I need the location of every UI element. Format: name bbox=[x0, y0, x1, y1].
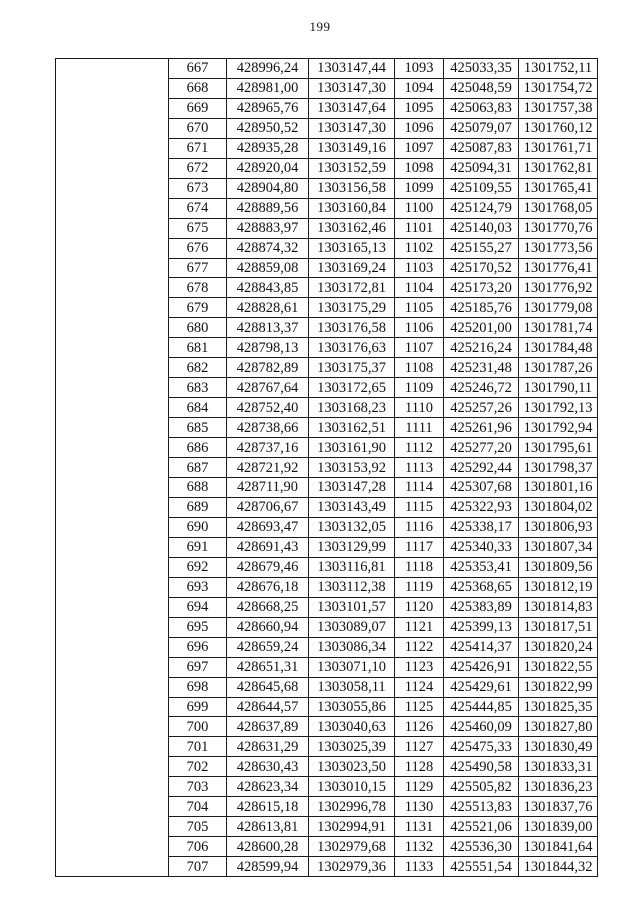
y-coordinate-left: 1303160,84 bbox=[309, 198, 395, 218]
x-coordinate-left: 428600,28 bbox=[227, 837, 309, 857]
y-coordinate-right: 1301844,32 bbox=[519, 857, 598, 877]
x-coordinate-left: 428843,85 bbox=[227, 278, 309, 298]
x-coordinate-left: 428920,04 bbox=[227, 158, 309, 178]
x-coordinate-right: 425155,27 bbox=[444, 238, 519, 258]
x-coordinate-right: 425307,68 bbox=[444, 478, 519, 498]
x-coordinate-left: 428981,00 bbox=[227, 78, 309, 98]
y-coordinate-right: 1301817,51 bbox=[519, 617, 598, 637]
x-coordinate-left: 428615,18 bbox=[227, 797, 309, 817]
x-coordinate-right: 425109,55 bbox=[444, 178, 519, 198]
x-coordinate-left: 428711,90 bbox=[227, 478, 309, 498]
page-number: 199 bbox=[309, 19, 331, 34]
point-number-left: 706 bbox=[169, 837, 227, 857]
y-coordinate-right: 1301804,02 bbox=[519, 497, 598, 517]
x-coordinate-left: 428637,89 bbox=[227, 717, 309, 737]
y-coordinate-left: 1303172,65 bbox=[309, 378, 395, 398]
y-coordinate-right: 1301833,31 bbox=[519, 757, 598, 777]
y-coordinate-left: 1303023,50 bbox=[309, 757, 395, 777]
x-coordinate-left: 428691,43 bbox=[227, 537, 309, 557]
point-number-right: 1097 bbox=[395, 138, 444, 158]
y-coordinate-left: 1303147,30 bbox=[309, 118, 395, 138]
y-coordinate-right: 1301754,72 bbox=[519, 78, 598, 98]
point-number-left: 669 bbox=[169, 98, 227, 118]
x-coordinate-right: 425170,52 bbox=[444, 258, 519, 278]
y-coordinate-right: 1301837,76 bbox=[519, 797, 598, 817]
y-coordinate-right: 1301825,35 bbox=[519, 697, 598, 717]
y-coordinate-right: 1301762,81 bbox=[519, 158, 598, 178]
y-coordinate-left: 1303058,11 bbox=[309, 677, 395, 697]
y-coordinate-right: 1301781,74 bbox=[519, 318, 598, 338]
point-number-left: 671 bbox=[169, 138, 227, 158]
point-number-right: 1106 bbox=[395, 318, 444, 338]
y-coordinate-right: 1301841,64 bbox=[519, 837, 598, 857]
x-coordinate-left: 428679,46 bbox=[227, 557, 309, 577]
x-coordinate-left: 428631,29 bbox=[227, 737, 309, 757]
x-coordinate-left: 428935,28 bbox=[227, 138, 309, 158]
point-number-right: 1095 bbox=[395, 98, 444, 118]
y-coordinate-right: 1301760,12 bbox=[519, 118, 598, 138]
x-coordinate-left: 428859,08 bbox=[227, 258, 309, 278]
point-number-right: 1122 bbox=[395, 637, 444, 657]
x-coordinate-left: 428965,76 bbox=[227, 98, 309, 118]
x-coordinate-right: 425521,06 bbox=[444, 817, 519, 837]
empty-description-cell bbox=[56, 59, 169, 877]
y-coordinate-right: 1301812,19 bbox=[519, 577, 598, 597]
point-number-right: 1125 bbox=[395, 697, 444, 717]
y-coordinate-left: 1303147,30 bbox=[309, 78, 395, 98]
point-number-right: 1129 bbox=[395, 777, 444, 797]
x-coordinate-left: 428782,89 bbox=[227, 358, 309, 378]
point-number-left: 674 bbox=[169, 198, 227, 218]
x-coordinate-left: 428813,37 bbox=[227, 318, 309, 338]
point-number-right: 1117 bbox=[395, 537, 444, 557]
y-coordinate-left: 1303147,44 bbox=[309, 59, 395, 79]
point-number-left: 678 bbox=[169, 278, 227, 298]
x-coordinate-left: 428660,94 bbox=[227, 617, 309, 637]
y-coordinate-right: 1301761,71 bbox=[519, 138, 598, 158]
y-coordinate-left: 1302996,78 bbox=[309, 797, 395, 817]
x-coordinate-right: 425140,03 bbox=[444, 218, 519, 238]
point-number-right: 1130 bbox=[395, 797, 444, 817]
y-coordinate-left: 1302994,91 bbox=[309, 817, 395, 837]
x-coordinate-left: 428651,31 bbox=[227, 657, 309, 677]
x-coordinate-right: 425383,89 bbox=[444, 597, 519, 617]
y-coordinate-right: 1301807,34 bbox=[519, 537, 598, 557]
x-coordinate-left: 428874,32 bbox=[227, 238, 309, 258]
point-number-right: 1104 bbox=[395, 278, 444, 298]
point-number-right: 1093 bbox=[395, 59, 444, 79]
y-coordinate-left: 1303175,37 bbox=[309, 358, 395, 378]
x-coordinate-left: 428599,94 bbox=[227, 857, 309, 877]
y-coordinate-left: 1303086,34 bbox=[309, 637, 395, 657]
x-coordinate-left: 428752,40 bbox=[227, 398, 309, 418]
y-coordinate-left: 1303147,28 bbox=[309, 478, 395, 498]
y-coordinate-right: 1301784,48 bbox=[519, 338, 598, 358]
x-coordinate-left: 428676,18 bbox=[227, 577, 309, 597]
point-number-right: 1102 bbox=[395, 238, 444, 258]
point-number-right: 1099 bbox=[395, 178, 444, 198]
point-number-right: 1123 bbox=[395, 657, 444, 677]
y-coordinate-left: 1303010,15 bbox=[309, 777, 395, 797]
point-number-left: 695 bbox=[169, 617, 227, 637]
x-coordinate-left: 428659,24 bbox=[227, 637, 309, 657]
y-coordinate-right: 1301798,37 bbox=[519, 458, 598, 478]
x-coordinate-right: 425338,17 bbox=[444, 517, 519, 537]
x-coordinate-right: 425536,30 bbox=[444, 837, 519, 857]
y-coordinate-left: 1303165,13 bbox=[309, 238, 395, 258]
x-coordinate-left: 428996,24 bbox=[227, 59, 309, 79]
point-number-left: 667 bbox=[169, 59, 227, 79]
x-coordinate-right: 425414,37 bbox=[444, 637, 519, 657]
point-number-right: 1112 bbox=[395, 438, 444, 458]
y-coordinate-left: 1303152,59 bbox=[309, 158, 395, 178]
y-coordinate-right: 1301765,41 bbox=[519, 178, 598, 198]
point-number-right: 1126 bbox=[395, 717, 444, 737]
point-number-right: 1110 bbox=[395, 398, 444, 418]
point-number-right: 1128 bbox=[395, 757, 444, 777]
point-number-right: 1096 bbox=[395, 118, 444, 138]
y-coordinate-right: 1301773,56 bbox=[519, 238, 598, 258]
x-coordinate-right: 425087,83 bbox=[444, 138, 519, 158]
x-coordinate-right: 425322,93 bbox=[444, 497, 519, 517]
y-coordinate-left: 1303116,81 bbox=[309, 557, 395, 577]
x-coordinate-left: 428737,16 bbox=[227, 438, 309, 458]
point-number-left: 703 bbox=[169, 777, 227, 797]
point-number-left: 701 bbox=[169, 737, 227, 757]
point-number-left: 705 bbox=[169, 817, 227, 837]
point-number-right: 1108 bbox=[395, 358, 444, 378]
point-number-left: 668 bbox=[169, 78, 227, 98]
y-coordinate-left: 1303132,05 bbox=[309, 517, 395, 537]
y-coordinate-left: 1303147,64 bbox=[309, 98, 395, 118]
x-coordinate-left: 428883,97 bbox=[227, 218, 309, 238]
x-coordinate-right: 425490,58 bbox=[444, 757, 519, 777]
x-coordinate-right: 425475,33 bbox=[444, 737, 519, 757]
y-coordinate-left: 1303129,99 bbox=[309, 537, 395, 557]
point-number-left: 682 bbox=[169, 358, 227, 378]
y-coordinate-right: 1301792,94 bbox=[519, 418, 598, 438]
point-number-right: 1109 bbox=[395, 378, 444, 398]
x-coordinate-right: 425033,35 bbox=[444, 59, 519, 79]
y-coordinate-right: 1301787,26 bbox=[519, 358, 598, 378]
y-coordinate-left: 1303172,81 bbox=[309, 278, 395, 298]
point-number-right: 1105 bbox=[395, 298, 444, 318]
x-coordinate-left: 428668,25 bbox=[227, 597, 309, 617]
coordinate-table-body bbox=[56, 59, 598, 877]
x-coordinate-right: 425399,13 bbox=[444, 617, 519, 637]
point-number-left: 675 bbox=[169, 218, 227, 238]
y-coordinate-left: 1303175,29 bbox=[309, 298, 395, 318]
y-coordinate-right: 1301827,80 bbox=[519, 717, 598, 737]
point-number-left: 693 bbox=[169, 577, 227, 597]
y-coordinate-left: 1303162,46 bbox=[309, 218, 395, 238]
x-coordinate-right: 425429,61 bbox=[444, 677, 519, 697]
point-number-right: 1101 bbox=[395, 218, 444, 238]
x-coordinate-left: 428798,13 bbox=[227, 338, 309, 358]
y-coordinate-left: 1303089,07 bbox=[309, 617, 395, 637]
x-coordinate-left: 428706,67 bbox=[227, 497, 309, 517]
x-coordinate-right: 425340,33 bbox=[444, 537, 519, 557]
x-coordinate-right: 425079,07 bbox=[444, 118, 519, 138]
y-coordinate-right: 1301770,76 bbox=[519, 218, 598, 238]
point-number-left: 707 bbox=[169, 857, 227, 877]
y-coordinate-right: 1301809,56 bbox=[519, 557, 598, 577]
x-coordinate-right: 425216,24 bbox=[444, 338, 519, 358]
point-number-right: 1100 bbox=[395, 198, 444, 218]
point-number-right: 1098 bbox=[395, 158, 444, 178]
point-number-left: 672 bbox=[169, 158, 227, 178]
point-number-left: 700 bbox=[169, 717, 227, 737]
x-coordinate-right: 425292,44 bbox=[444, 458, 519, 478]
x-coordinate-left: 428828,61 bbox=[227, 298, 309, 318]
point-number-left: 691 bbox=[169, 537, 227, 557]
table-row bbox=[56, 59, 598, 79]
point-number-left: 681 bbox=[169, 338, 227, 358]
y-coordinate-right: 1301790,11 bbox=[519, 378, 598, 398]
y-coordinate-left: 1303071,10 bbox=[309, 657, 395, 677]
y-coordinate-left: 1303143,49 bbox=[309, 497, 395, 517]
point-number-left: 699 bbox=[169, 697, 227, 717]
point-number-right: 1133 bbox=[395, 857, 444, 877]
x-coordinate-left: 428767,64 bbox=[227, 378, 309, 398]
y-coordinate-right: 1301806,93 bbox=[519, 517, 598, 537]
y-coordinate-right: 1301752,11 bbox=[519, 59, 598, 79]
y-coordinate-right: 1301836,23 bbox=[519, 777, 598, 797]
point-number-right: 1111 bbox=[395, 418, 444, 438]
x-coordinate-right: 425513,83 bbox=[444, 797, 519, 817]
y-coordinate-right: 1301768,05 bbox=[519, 198, 598, 218]
y-coordinate-right: 1301830,49 bbox=[519, 737, 598, 757]
y-coordinate-left: 1302979,68 bbox=[309, 837, 395, 857]
y-coordinate-right: 1301814,83 bbox=[519, 597, 598, 617]
x-coordinate-right: 425185,76 bbox=[444, 298, 519, 318]
y-coordinate-left: 1303162,51 bbox=[309, 418, 395, 438]
x-coordinate-right: 425551,54 bbox=[444, 857, 519, 877]
point-number-left: 694 bbox=[169, 597, 227, 617]
point-number-right: 1127 bbox=[395, 737, 444, 757]
point-number-left: 677 bbox=[169, 258, 227, 278]
y-coordinate-left: 1303156,58 bbox=[309, 178, 395, 198]
point-number-right: 1116 bbox=[395, 517, 444, 537]
x-coordinate-left: 428645,68 bbox=[227, 677, 309, 697]
y-coordinate-left: 1302979,36 bbox=[309, 857, 395, 877]
x-coordinate-left: 428738,66 bbox=[227, 418, 309, 438]
x-coordinate-right: 425246,72 bbox=[444, 378, 519, 398]
y-coordinate-left: 1303055,86 bbox=[309, 697, 395, 717]
x-coordinate-right: 425277,20 bbox=[444, 438, 519, 458]
y-coordinate-left: 1303176,63 bbox=[309, 338, 395, 358]
y-coordinate-right: 1301795,61 bbox=[519, 438, 598, 458]
point-number-right: 1120 bbox=[395, 597, 444, 617]
x-coordinate-right: 425257,26 bbox=[444, 398, 519, 418]
point-number-left: 690 bbox=[169, 517, 227, 537]
point-number-right: 1103 bbox=[395, 258, 444, 278]
point-number-right: 1114 bbox=[395, 478, 444, 498]
x-coordinate-left: 428613,81 bbox=[227, 817, 309, 837]
x-coordinate-left: 428693,47 bbox=[227, 517, 309, 537]
point-number-left: 670 bbox=[169, 118, 227, 138]
point-number-left: 702 bbox=[169, 757, 227, 777]
point-number-left: 686 bbox=[169, 438, 227, 458]
y-coordinate-left: 1303176,58 bbox=[309, 318, 395, 338]
x-coordinate-right: 425124,79 bbox=[444, 198, 519, 218]
x-coordinate-right: 425201,00 bbox=[444, 318, 519, 338]
y-coordinate-left: 1303040,63 bbox=[309, 717, 395, 737]
y-coordinate-left: 1303169,24 bbox=[309, 258, 395, 278]
y-coordinate-left: 1303161,90 bbox=[309, 438, 395, 458]
point-number-left: 687 bbox=[169, 458, 227, 478]
y-coordinate-left: 1303025,39 bbox=[309, 737, 395, 757]
y-coordinate-right: 1301839,00 bbox=[519, 817, 598, 837]
x-coordinate-right: 425048,59 bbox=[444, 78, 519, 98]
point-number-right: 1115 bbox=[395, 497, 444, 517]
x-coordinate-right: 425368,65 bbox=[444, 577, 519, 597]
y-coordinate-right: 1301776,92 bbox=[519, 278, 598, 298]
point-number-left: 683 bbox=[169, 378, 227, 398]
point-number-left: 684 bbox=[169, 398, 227, 418]
x-coordinate-left: 428630,43 bbox=[227, 757, 309, 777]
y-coordinate-left: 1303168,23 bbox=[309, 398, 395, 418]
x-coordinate-right: 425231,48 bbox=[444, 358, 519, 378]
y-coordinate-right: 1301776,41 bbox=[519, 258, 598, 278]
point-number-left: 679 bbox=[169, 298, 227, 318]
x-coordinate-right: 425426,91 bbox=[444, 657, 519, 677]
point-number-right: 1131 bbox=[395, 817, 444, 837]
y-coordinate-right: 1301757,38 bbox=[519, 98, 598, 118]
y-coordinate-left: 1303149,16 bbox=[309, 138, 395, 158]
point-number-right: 1132 bbox=[395, 837, 444, 857]
x-coordinate-right: 425460,09 bbox=[444, 717, 519, 737]
x-coordinate-right: 425444,85 bbox=[444, 697, 519, 717]
x-coordinate-right: 425063,83 bbox=[444, 98, 519, 118]
point-number-left: 673 bbox=[169, 178, 227, 198]
point-number-left: 685 bbox=[169, 418, 227, 438]
point-number-left: 676 bbox=[169, 238, 227, 258]
x-coordinate-right: 425094,31 bbox=[444, 158, 519, 178]
point-number-left: 698 bbox=[169, 677, 227, 697]
y-coordinate-right: 1301822,99 bbox=[519, 677, 598, 697]
y-coordinate-right: 1301779,08 bbox=[519, 298, 598, 318]
x-coordinate-left: 428950,52 bbox=[227, 118, 309, 138]
point-number-right: 1124 bbox=[395, 677, 444, 697]
point-number-left: 696 bbox=[169, 637, 227, 657]
x-coordinate-right: 425173,20 bbox=[444, 278, 519, 298]
x-coordinate-left: 428623,34 bbox=[227, 777, 309, 797]
y-coordinate-left: 1303101,57 bbox=[309, 597, 395, 617]
point-number-left: 688 bbox=[169, 478, 227, 498]
point-number-left: 689 bbox=[169, 497, 227, 517]
point-number-right: 1113 bbox=[395, 458, 444, 478]
x-coordinate-right: 425505,82 bbox=[444, 777, 519, 797]
point-number-left: 697 bbox=[169, 657, 227, 677]
x-coordinate-right: 425261,96 bbox=[444, 418, 519, 438]
x-coordinate-left: 428904,80 bbox=[227, 178, 309, 198]
point-number-right: 1107 bbox=[395, 338, 444, 358]
y-coordinate-right: 1301801,16 bbox=[519, 478, 598, 498]
y-coordinate-left: 1303112,38 bbox=[309, 577, 395, 597]
point-number-left: 704 bbox=[169, 797, 227, 817]
point-number-right: 1121 bbox=[395, 617, 444, 637]
point-number-left: 692 bbox=[169, 557, 227, 577]
y-coordinate-left: 1303153,92 bbox=[309, 458, 395, 478]
x-coordinate-left: 428889,56 bbox=[227, 198, 309, 218]
y-coordinate-right: 1301792,13 bbox=[519, 398, 598, 418]
x-coordinate-right: 425353,41 bbox=[444, 557, 519, 577]
y-coordinate-right: 1301822,55 bbox=[519, 657, 598, 677]
x-coordinate-left: 428721,92 bbox=[227, 458, 309, 478]
point-number-right: 1094 bbox=[395, 78, 444, 98]
y-coordinate-right: 1301820,24 bbox=[519, 637, 598, 657]
point-number-right: 1119 bbox=[395, 577, 444, 597]
x-coordinate-left: 428644,57 bbox=[227, 697, 309, 717]
point-number-right: 1118 bbox=[395, 557, 444, 577]
point-number-left: 680 bbox=[169, 318, 227, 338]
coordinate-table bbox=[55, 58, 598, 877]
